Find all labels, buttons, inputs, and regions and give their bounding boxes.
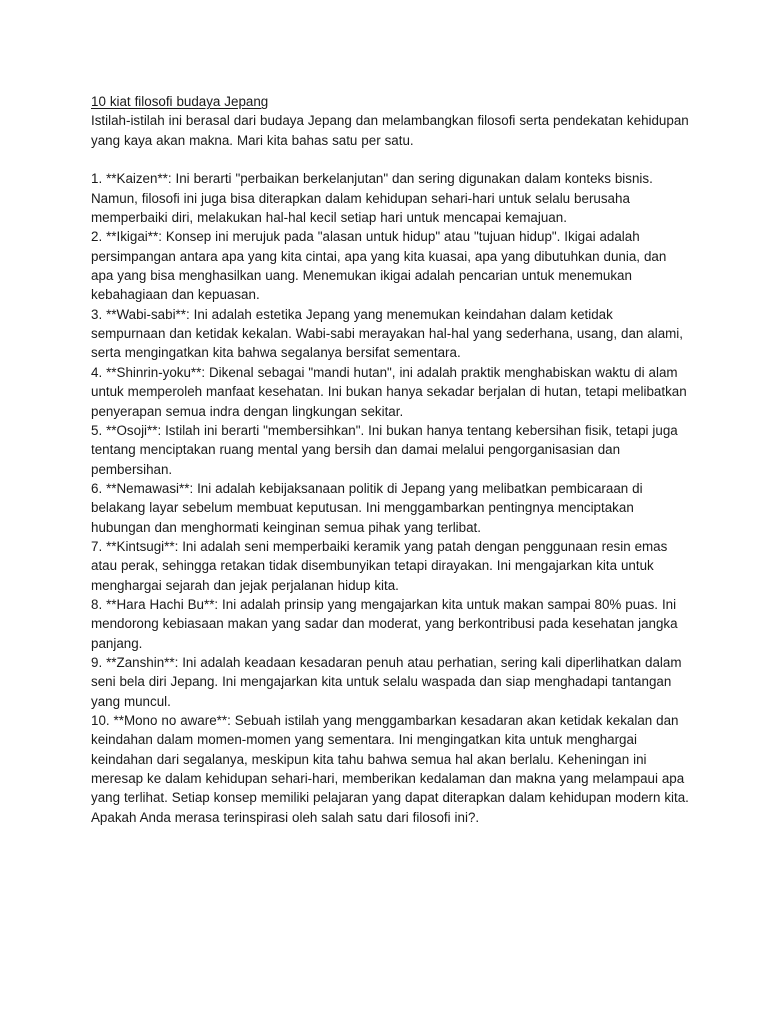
list-item-shinrin-yoku: 4. **Shinrin-yoku**: Dikenal sebagai "mandi hutan", ini adalah praktik menghabiskan waktu di alam untuk memperoleh manfaat kesehatan. Ini bukan hanya sekadar berjalan di hutan, tetapi melibatkan penyerapan semua indra dengan lingkungan sekitar. [91,364,687,419]
list-item-ikigai: 2. **Ikigai**: Konsep ini merujuk pada "alasan untuk hidup" atau "tujuan hidup". Ikigai adalah persimpangan antara apa yang kita cintai, apa yang kita kuasai, apa yang dibutuhkan dunia, dan apa yang bisa menghasilkan uang. Menemukan ikigai adalah pencarian untuk menemukan kebahagiaan dan kepuasan. [91,229,667,303]
list-item-osoji: 5. **Osoji**: Istilah ini berarti "membersihkan". Ini bukan hanya tentang kebersihan fisik, tetapi juga tentang menciptakan ruang mental yang bersih dan damai melalui pengorganisasian dan pembersihan. [91,422,678,477]
list-item-wabi-sabi: 3. **Wabi-sabi**: Ini adalah estetika Jepang yang menemukan keindahan dalam ketidak sempurnaan dan ketidak kekalan. Wabi-sabi merayakan hal-hal yang sederhana, usang, dan alami, serta mengingatkan kita bahwa segalanya bersifat sementara. [91,306,683,361]
list-item-kaizen: 1. **Kaizen**: Ini berarti "perbaikan berkelanjutan" dan sering digunakan dalam konteks bisnis. Namun, filosofi ini juga bisa diterapkan dalam kehidupan sehari-hari untuk selalu berusaha memperbaiki diri, melakukan hal-hal kecil setiap hari untuk mencapai kemajuan. [91,171,653,226]
list-item-mono-no-aware: 10. **Mono no aware**: Sebuah istilah yang menggambarkan kesadaran akan ketidak kekalan dan keindahan dalam momen-momen yang sementara. Ini mengingatkan kita untuk menghargai keindahan dari segalanya, meskipun kita tahu bahwa semua hal akan berlalu. Keheningan ini meresap ke dalam kehidupan sehari-hari, memberikan kedalaman dan makna yang melampaui apa yang terlihat. Setiap konsep memiliki pelajaran yang dapat diterapkan dalam kehidupan modern kita. Apakah Anda merasa terinspirasi oleh salah satu dari filosofi ini?. [91,713,689,825]
list-item-nemawasi: 6. **Nemawasi**: Ini adalah kebijaksanaan politik di Jepang yang melibatkan pembicaraan di belakang layar sebelum membuat keputusan. Ini menggambarkan pentingnya menciptakan hubungan dan menghormati keinginan semua pihak yang terlibat. [91,480,643,535]
paragraph-gap [91,150,691,169]
list-item-hara-hachi-bu: 8. **Hara Hachi Bu**: Ini adalah prinsip yang mengajarkan kita untuk makan sampai 80% puas. Ini mendorong kebiasaan makan yang sadar dan moderat, yang berkontribusi pada kesehatan jangka panjang. [91,596,678,651]
list-item-zanshin: 9. **Zanshin**: Ini adalah keadaan kesadaran penuh atau perhatian, sering kali diperlihatkan dalam seni bela diri Jepang. Ini mengajarkan kita untuk selalu waspada dan siap menghadapi tantangan yang muncul. [91,654,682,709]
document-title: 10 kiat filosofi budaya Jepang [91,94,269,109]
list-item-kintsugi: 7. **Kintsugi**: Ini adalah seni memperbaiki keramik yang patah dengan penggunaan resin emas atau perak, sehingga retakan tidak disembunyikan tetapi dirayakan. Ini mengajarkan kita untuk menghargai sejarah dan jejak perjalanan hidup kita. [91,538,668,593]
document-body [91,92,691,827]
intro-paragraph: Istilah-istilah ini berasal dari budaya Jepang dan melambangkan filosofi serta pendekatan kehidupan yang kaya akan makna. Mari kita bahas satu per satu. [91,113,689,148]
